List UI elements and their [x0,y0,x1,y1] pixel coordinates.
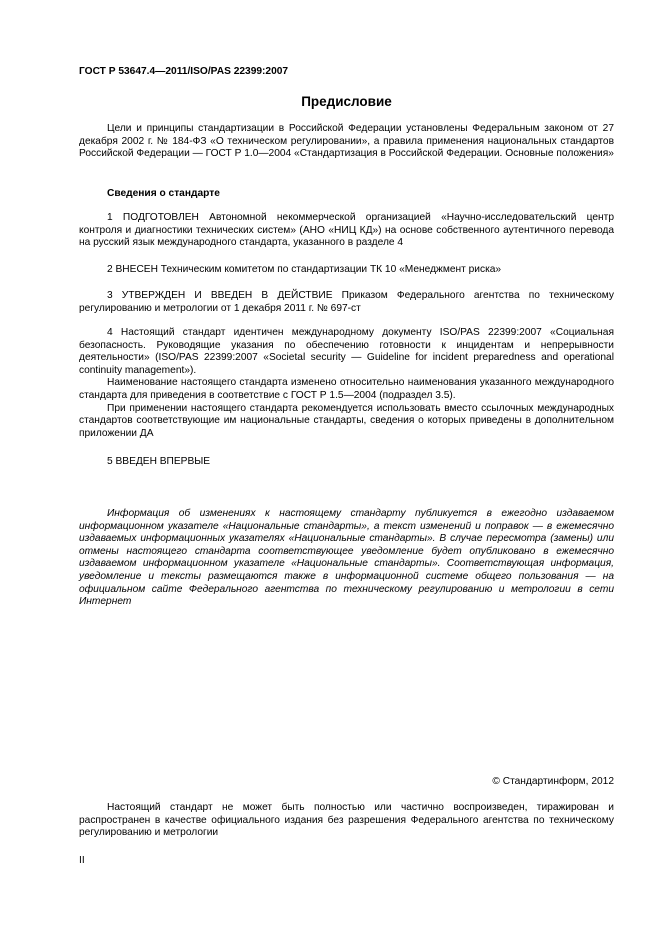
item-4-paragraph-2: Наименование настоящего стандарта изменено относительно наименования указанного международного стандарта для приведения в соответствие с ГОСТ Р 1.5—2004 (подраздел 3.5). [79,377,614,401]
change-notice-paragraph: Информация об изменениях к настоящему стандарту публикуется в ежегодно издаваемом информационном указателе «Национальные стандарты», а текст изменений и поправок — в ежемесячно издаваемых информационных указателях «Национальные стандарты». В случае пересмотра (замены) или отмены настоящего стандарта соответствующее уведомление будет опубликовано в ежемесячно издаваемом информационном указателе «Национальные стандарты». Соответствующая информация, уведомление и тексты размещаются также в информационной системе общего пользования — на официальном сайте Федерального агентства по техническому регулированию и метрологии в сети Интернет [79,508,614,608]
item-5-paragraph: 5 ВВЕДЕН ВПЕРВЫЕ [107,456,211,467]
page-title: Предисловие [301,94,392,109]
item-4-paragraph-3: При применении настоящего стандарта рекомендуется использовать вместо ссылочных международных стандартов соответствующие им национальные стандарты, сведения о которых приведены в дополнительном приложении ДА [79,402,614,439]
reproduction-notice-paragraph: Настоящий стандарт не может быть полностью или частично воспроизведен, тиражирован и распространен в качестве официального издания без разрешения Федерального агентства по техническому регулированию и метрологии [79,802,614,839]
page-number: II [79,855,85,866]
copyright-line: © Стандартинформ, 2012 [492,776,614,787]
standard-code-header: ГОСТ Р 53647.4—2011/ISO/PAS 22399:2007 [79,66,289,77]
item-1-paragraph: 1 ПОДГОТОВЛЕН Автономной некоммерческой организацией «Научно-исследовательский центр контроля и диагностики технических систем» (АНО «НИЦ КД») на основе собственного аутентичного перевода на русский язык международного стандарта, указанного в разделе 4 [79,212,614,249]
item-4-paragraph-1: 4 Настоящий стандарт идентичен международному документу ISO/PAS 22399:2007 «Социальная безопасность. Руководящие указания по обеспечению готовности к инцидентам и непрерывности деятельности» (ISO/PAS 22399:2007 «Societal security — Guideline for incident preparedness and operational continuity management»). [79,327,614,376]
item-3-paragraph: 3 УТВЕРЖДЕН И ВВЕДЕН В ДЕЙСТВИЕ Приказом Федерального агентства по техническому регулированию и метрологии от 1 декабря 2011 г. № 697-ст [79,290,614,314]
item-2-paragraph: 2 ВНЕСЕН Техническим комитетом по стандартизации ТК 10 «Менеджмент риска» [107,264,502,275]
item-4-block [79,327,614,440]
info-heading: Сведения о стандарте [107,188,220,199]
intro-paragraph: Цели и принципы стандартизации в Российской Федерации установлены Федеральным законом от 27 декабря 2002 г. № 184-ФЗ «О техническом регулировании», а правила применения национальных стандартов Российской Федерации — ГОСТ Р 1.0—2004 «Стандартизация в Российской Федерации. Основные положения» [79,123,614,160]
